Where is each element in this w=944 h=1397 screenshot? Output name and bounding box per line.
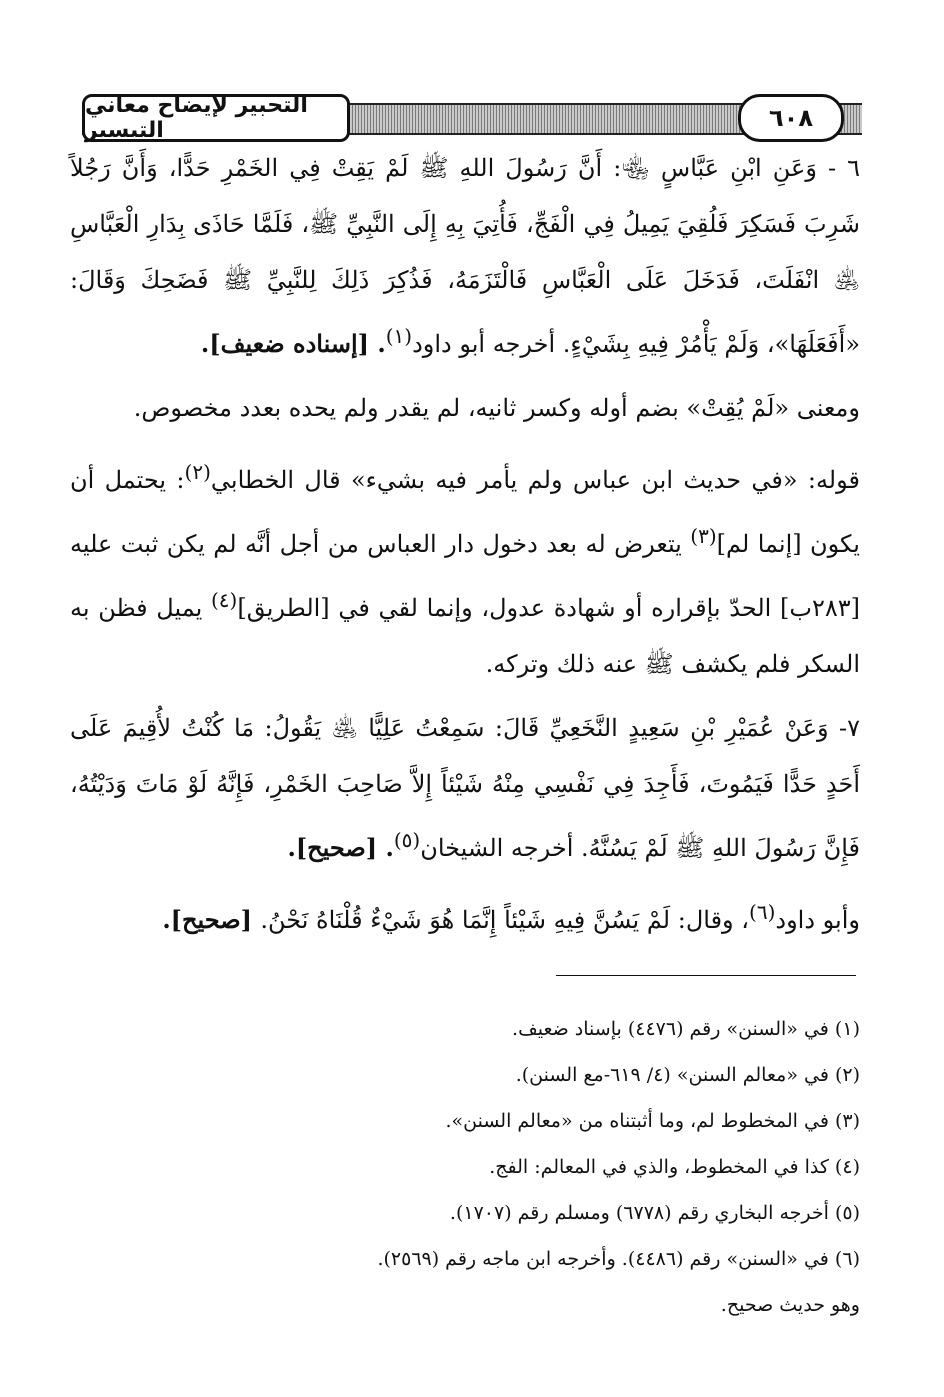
commentary-part-a: قوله: «في حديث ابن عباس ولم يأمر فيه بشيء» قال الخطابي [210, 466, 860, 494]
abudawud-paragraph [70, 884, 860, 948]
footnote-separator [556, 975, 856, 976]
footnote-4: (٤) كذا في المخطوط، والذي في المعالم: الفج. [489, 1156, 860, 1178]
commentary-part-c: يتعرض له بعد دخول دار العباس من أجل أنَّه لم يكن ثبت عليه [٢٨٣ب] الحدّ بإقراره أو شهادة عدول، وإنما لقي في [الطريق] [70, 530, 861, 622]
main-text [70, 140, 860, 948]
footnote-5: (٥) أخرجه البخاري رقم (٦٧٧٨) ومسلم رقم (١٧٠٧). [449, 1202, 860, 1224]
footnote-3: (٣) في المخطوط لم، وما أثبتناه من «معالم السنن». [445, 1110, 860, 1132]
footnote-ref-1: (١) [385, 324, 413, 348]
hadith-7-grade: . [صحيح]. [287, 833, 394, 862]
abudawud-part-b: ، وقال: لَمْ يَسُنَّ فِيهِ شَيْئاً إِنَّمَا هُوَ شَيْءٌ قُلْنَاهُ نَحْنُ. [260, 906, 750, 934]
page-header [82, 92, 862, 144]
commentary-paragraph [70, 444, 860, 692]
footnote-ref-4: (٤) [210, 588, 238, 612]
abudawud-grade: [صحيح]. [162, 905, 261, 934]
footnote-ref-5: (٥) [393, 828, 421, 852]
hadith-7 [70, 700, 860, 876]
page-number: ٦٠٨ [738, 94, 844, 142]
hadith-6-text: ٦ - وَعَنِ ابْنِ عَبَّاسٍ ﵄: أَنَّ رَسُولَ اللهِ ﷺ لَمْ يَقِتْ فِي الخَمْرِ حَدًّا، وَأَنَّ رَجُلاً شَرِبَ فَسَكِرَ فَلُقِيَ يَمِيلُ فِي الْفَجِّ، فَأُتِيَ بِهِ إِلَى النَّبِيِّ ﷺ، فَلَمَّا حَاذَى بِدَارِ الْعَبَّاسِ ﵁ انْفَلَتَ، فَدَخَلَ عَلَى الْعَبَّاسِ فَالْتَزَمَهُ، فَذُكِرَ ذَلِكَ لِلنَّبِيِّ ﷺ فَضَحِكَ وَقَالَ: «أَفَعَلَهَا»، وَلَمْ يَأْمُرْ فِيهِ بِشَيْءٍ. أخرجه أبو داود [70, 154, 860, 358]
footnote-ref-3: (٣) [690, 524, 717, 548]
hadith-6 [70, 140, 860, 372]
commentary-part-d: يميل فظن به السكر فلم يكشف ﷺ عنه ذلك وتركه. [70, 594, 860, 678]
meaning-paragraph: ومعنى «لَمْ يُقِتْ» بضم أوله وكسر ثانيه، لم يقدر ولم يحده بعدد مخصوص. [133, 394, 860, 422]
footnote-6-note: وهو حديث صحيح. [720, 1294, 860, 1316]
footnote-2: (٢) في «معالم السنن» (٤/ ٦١٩-مع السنن). [515, 1064, 860, 1086]
footnote-ref-6: (٦) [749, 900, 776, 924]
hadith-7-text: ٧- وَعَنْ عُمَيْرِ بْنِ سَعِيدٍ النَّخَعِيِّ قَالَ: سَمِعْتُ عَلِيًّا ﵁ يَقُولُ: مَا كُنْتُ لأُقِيمَ عَلَى أَحَدٍ حَدًّا فَيَمُوتَ، فَأَجِدَ فِي نَفْسِي مِنْهُ شَيْئاً إِلاَّ صَاحِبَ الخَمْرِ، فَإِنَّهُ لَوْ مَاتَ وَدَيْتُهُ، فَإِنَّ رَسُولَ اللهِ ﷺ لَمْ يَسُنَّهُ. أخرجه الشيخان [70, 714, 861, 862]
commentary-part-b: : يحتمل أن يكون [إنما لم] [70, 466, 860, 558]
footnote-ref-2: (٢) [184, 460, 211, 484]
footnote-1: (١) في «السنن» رقم (٤٤٧٦) بإسناد ضعيف. [512, 1018, 860, 1040]
footnotes [70, 1006, 860, 1328]
book-title: التحبير لإيضاح معاني التيسير [82, 94, 350, 142]
hadith-6-grade: . [إسناده ضعيف]. [200, 329, 386, 358]
abudawud-part-a: وأبو داود [775, 906, 860, 934]
footnote-6: (٦) في «السنن» رقم (٤٤٨٦). وأخرجه ابن ماجه رقم (٢٥٦٩). [377, 1248, 860, 1270]
